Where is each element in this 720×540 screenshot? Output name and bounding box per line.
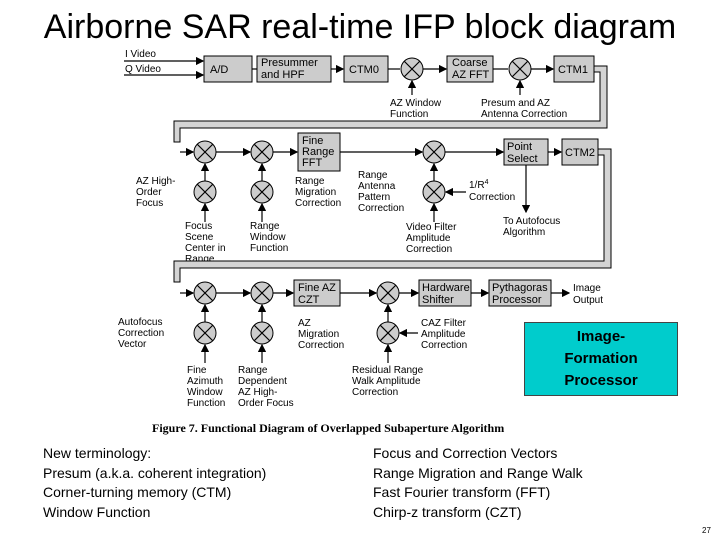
focus-scene-center-label-2: Scene (185, 232, 214, 243)
slide-title: Airborne SAR real-time IFP block diagram (43, 8, 677, 46)
fine-azimuth-window-label-1: Fine (187, 365, 207, 376)
residual-range-walk-label-3: Correction (352, 387, 399, 398)
range-antenna-pattern-label-2: Antenna (358, 181, 396, 192)
video-filter-amplitude-label-1: Video Filter (406, 222, 457, 233)
range-antenna-pattern-label-3: Pattern (358, 192, 391, 203)
image-output-label-2: Output (573, 295, 604, 306)
focus-scene-center-label-4: Range (185, 254, 215, 265)
residual-range-walk-label-2: Walk Amplitude (352, 376, 421, 387)
range-migration-correction-label-2: Migration (295, 187, 337, 198)
range-dependent-az-label-1: Range (238, 365, 268, 376)
note-line: Window Function (43, 503, 151, 520)
az-high-order-focus-label-3: Focus (136, 198, 164, 209)
fine-azimuth-window-label-4: Function (187, 398, 226, 409)
range-antenna-pattern-label-4: Correction (358, 203, 405, 214)
pythagoras-processor-label-2: Processor (492, 294, 542, 306)
presum-az-antenna-label-2: Antenna Correction (481, 109, 568, 120)
range-window-function-label-2: Window (250, 232, 286, 243)
r4-correction-label-2: Correction (469, 192, 516, 203)
ad-label: A/D (210, 64, 229, 76)
autofocus-correction-vector-label-3: Vector (118, 339, 147, 350)
range-dependent-az-label-4: Order Focus (238, 398, 294, 409)
fine-az-czt-label-2: CZT (298, 294, 320, 306)
range-dependent-az-label-2: Dependent (238, 376, 287, 387)
presummer-label-1: Presummer (261, 57, 318, 69)
notes-right (373, 444, 583, 522)
az-migration-correction-label-3: Correction (298, 340, 345, 351)
range-antenna-pattern-label-1: Range (358, 170, 388, 181)
to-autofocus-label-2: Algorithm (503, 227, 546, 238)
note-line: New terminology: (43, 445, 152, 461)
point-select-label-1: Point (507, 141, 533, 153)
note-line: Fast Fourier transform (FFT) (373, 484, 551, 500)
point-select-label-2: Select (507, 153, 538, 165)
focus-scene-center-label-1: Focus (185, 221, 213, 232)
az-migration-correction-label-1: AZ (298, 318, 311, 329)
az-high-order-focus-label-1: AZ High- (136, 176, 176, 187)
input-q-video: Q Video (125, 64, 161, 75)
fine-range-fft-label-1: Fine (302, 135, 324, 147)
fine-range-fft-label-2: Range (302, 146, 335, 158)
caz-filter-amplitude-label-3: Correction (421, 340, 468, 351)
note-line: Chirp-z transform (CZT) (373, 503, 522, 520)
note-line: Presum (a.k.a. coherent integration) (43, 464, 267, 481)
video-filter-amplitude-label-3: Correction (406, 244, 453, 255)
image-output-label-1: Image (573, 283, 601, 294)
input-i-video: I Video (125, 49, 156, 60)
range-migration-correction-label-3: Correction (295, 198, 342, 209)
video-filter-amplitude-label-2: Amplitude (406, 233, 451, 244)
note-line: Corner-turning memory (CTM) (43, 484, 232, 500)
coarse-az-fft-label-2: AZ FFT (452, 69, 490, 81)
fine-azimuth-window-label-2: Azimuth (187, 376, 224, 387)
hardware-shifter-label-1: Hardware (422, 282, 470, 294)
presum-az-antenna-label-1: Presum and AZ (481, 98, 550, 109)
range-window-function-label-3: Function (250, 243, 289, 254)
to-autofocus-label-1: To Autofocus (503, 216, 561, 227)
ctm1-label: CTM1 (558, 64, 588, 76)
caz-filter-amplitude-label-2: Amplitude (421, 329, 466, 340)
residual-range-walk-label-1: Residual Range (352, 365, 424, 376)
autofocus-correction-vector-label-2: Correction (118, 328, 165, 339)
az-migration-correction-label-2: Migration (298, 329, 340, 340)
fine-az-czt-label-1: Fine AZ (298, 282, 336, 294)
range-window-function-label-1: Range (250, 221, 280, 232)
coarse-az-fft-label-1: Coarse (452, 57, 488, 69)
az-window-function-label-2: Function (390, 109, 429, 120)
ctm2-label: CTM2 (565, 147, 595, 159)
hardware-shifter-label-2: Shifter (422, 294, 454, 306)
autofocus-correction-vector-label-1: Autofocus (118, 317, 163, 328)
fine-range-fft-label-3: FFT (302, 157, 323, 169)
note-line: Focus and Correction Vectors (373, 445, 558, 461)
focus-scene-center-label-3: Center in (185, 243, 226, 254)
r4-correction-label-1: $1/R^4$ (469, 179, 489, 191)
range-migration-correction-label-1: Range (295, 176, 325, 187)
caz-filter-amplitude-label-1: CAZ Filter (421, 318, 466, 329)
ctm0-label: CTM0 (349, 64, 379, 76)
az-window-function-label-1: AZ Window (390, 98, 442, 109)
pythagoras-processor-label-1: Pythagoras (492, 282, 548, 294)
page-number: 27 (702, 526, 711, 535)
range-dependent-az-label-3: AZ High- (238, 387, 278, 398)
az-high-order-focus-label-2: Order (136, 187, 162, 198)
figure-caption: Figure 7. Functional Diagram of Overlapped Subaperture Algorithm (152, 421, 505, 435)
image-formation-processor-box: Image- Formation Processor (524, 322, 678, 396)
fine-azimuth-window-label-3: Window (187, 387, 223, 398)
presummer-label-2: and HPF (261, 69, 305, 81)
notes-left (43, 444, 266, 522)
note-line: Range Migration and Range Walk (373, 464, 583, 481)
